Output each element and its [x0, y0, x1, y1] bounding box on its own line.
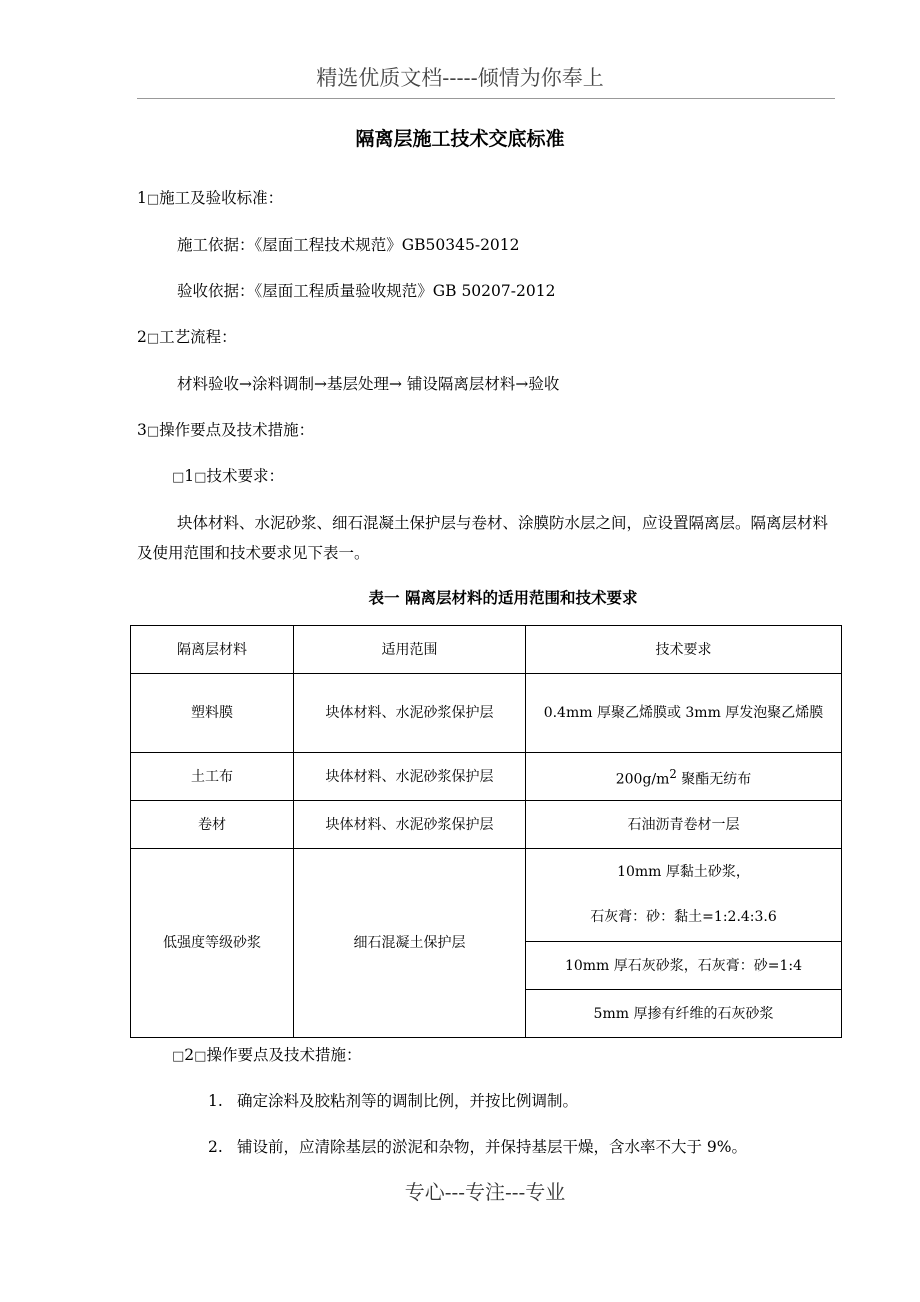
step-item-2 — [208, 1135, 747, 1157]
section-1-heading — [137, 186, 283, 208]
scope-cell: 块体材料、水泥砂浆保护层 — [294, 674, 526, 753]
document-title: 隔离层施工技术交底标准 — [355, 128, 565, 150]
section-3-heading — [137, 418, 314, 440]
scope-cell: 块体材料、水泥砂浆保护层 — [294, 753, 526, 801]
section-2-heading — [137, 325, 237, 347]
material-cell: 卷材 — [131, 801, 294, 849]
requirement-line: 10mm 厚黏土砂浆， — [617, 864, 750, 880]
step-item-1 — [208, 1089, 578, 1111]
material-cell: 低强度等级砂浆 — [131, 849, 294, 1038]
page-header: 精选优质文档-----倾情为你奉上 — [316, 66, 604, 90]
section-3-separator: □ — [146, 424, 160, 439]
table-caption: 表一 隔离层材料的适用范围和技术要求 — [368, 588, 638, 607]
section-2-number: 2 — [137, 328, 147, 346]
requirement-cell: 石油沥青卷材一层 — [526, 801, 842, 849]
header-divider — [137, 98, 835, 99]
section-1-number: 1 — [137, 189, 147, 207]
step-text: 铺设前，应清除基层的淤泥和杂物，并保持基层干燥，含水率不大于 9%。 — [237, 1138, 748, 1156]
requirements-paragraph: 块体材料、水泥砂浆、细石混凝土保护层与卷材、涂膜防水层之间，应设置隔离层。隔离层材料及使用范围和技术要求见下表一。 — [137, 514, 829, 562]
step-text: 确定涂料及胶粘剂等的调制比例，并按比例调制。 — [237, 1092, 579, 1110]
requirement-cell: 5mm 厚掺有纤维的石灰砂浆 — [526, 990, 842, 1038]
table-row — [131, 674, 842, 753]
requirement-cell: 10mm 厚石灰砂浆，石灰膏：砂=1:4 — [526, 942, 842, 990]
requirement-cell: 0.4mm 厚聚乙烯膜或 3mm 厚发泡聚乙烯膜 — [526, 674, 842, 753]
acceptance-basis: 验收依据：《屋面工程质量验收规范》GB 50207-2012 — [177, 282, 556, 300]
step-number: 1. — [208, 1092, 223, 1110]
table-row — [131, 801, 842, 849]
subsection-2-number: 2 — [184, 1046, 195, 1064]
section-3-text: 操作要点及技术措施： — [159, 421, 315, 439]
subsection-1-open: □ — [172, 470, 185, 485]
header-material: 隔离层材料 — [131, 626, 294, 674]
subsection-2-close: □ — [194, 1049, 207, 1064]
subsection-1-text: 技术要求： — [206, 467, 284, 485]
requirement-prefix: 200g/m — [615, 771, 670, 788]
requirement-cell — [526, 849, 842, 942]
subsection-1-heading — [172, 464, 284, 486]
scope-cell: 细石混凝土保护层 — [294, 849, 526, 1038]
header-scope: 适用范围 — [294, 626, 526, 674]
construction-basis: 施工依据：《屋面工程技术规范》GB50345-2012 — [177, 236, 520, 254]
table-header-row — [131, 626, 842, 674]
subsection-1-number: 1 — [184, 467, 195, 485]
requirement-superscript: 2 — [669, 766, 677, 781]
section-1-text: 施工及验收标准： — [159, 189, 284, 207]
subsection-2-heading — [172, 1043, 361, 1065]
scope-cell: 块体材料、水泥砂浆保护层 — [294, 801, 526, 849]
subsection-1-close: □ — [194, 470, 207, 485]
section-2-separator: □ — [146, 331, 160, 346]
header-requirements: 技术要求 — [526, 626, 842, 674]
requirement-line: 石灰膏：砂：黏土=1:2.4:3.6 — [590, 909, 777, 925]
subsection-2-open: □ — [172, 1049, 185, 1064]
material-cell: 土工布 — [131, 753, 294, 801]
table-row — [131, 849, 842, 942]
section-1-separator: □ — [146, 192, 160, 207]
requirement-cell — [526, 753, 842, 801]
process-flow: 材料验收→涂料调制→基层处理→ 铺设隔离层材料→验收 — [177, 375, 560, 393]
step-number: 2. — [208, 1138, 223, 1156]
subsection-2-text: 操作要点及技术措施： — [206, 1046, 362, 1064]
material-cell: 塑料膜 — [131, 674, 294, 753]
section-2-text: 工艺流程： — [159, 328, 237, 346]
requirement-suffix: 聚酯无纺布 — [676, 771, 752, 788]
table-row — [131, 753, 842, 801]
section-3-number: 3 — [137, 421, 147, 439]
page-footer: 专心---专注---专业 — [404, 1180, 566, 1204]
isolation-materials-table — [130, 625, 842, 1038]
